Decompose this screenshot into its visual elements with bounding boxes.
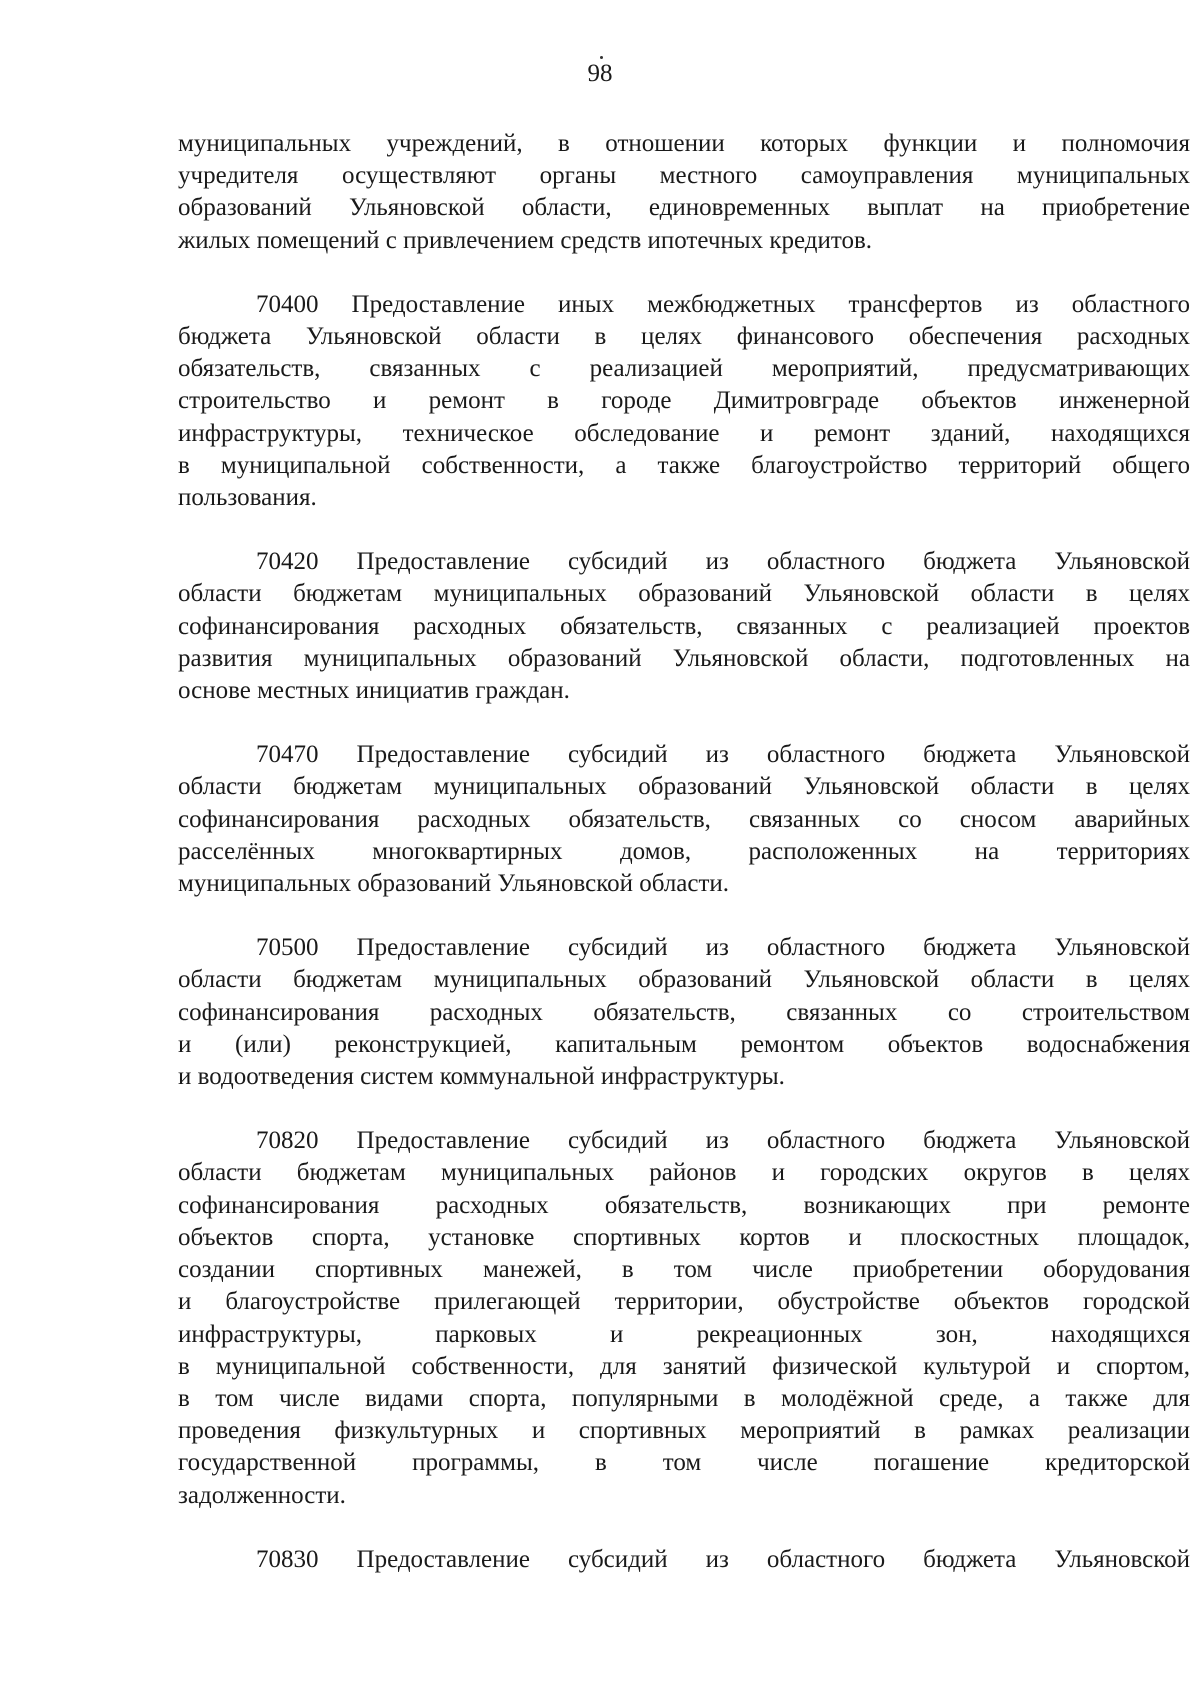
text-line: и водоотведения систем коммунальной инфраструктуры. bbox=[178, 1063, 785, 1091]
paragraph-gap bbox=[178, 900, 1190, 932]
text-line: обязательств, связанных с реализацией мероприятий, предусматривающих bbox=[178, 355, 1190, 383]
text-line: софинансирования расходных обязательств, связанных со строительством bbox=[178, 998, 1190, 1026]
page-number: 98 bbox=[587, 60, 613, 87]
text-line: образований Ульяновской области, единовременных выплат на приобретение bbox=[178, 194, 1190, 222]
text-line: в том числе видами спорта, популярными в молодёжной среде, а также для bbox=[178, 1384, 1190, 1412]
paragraph-gap bbox=[178, 514, 1190, 546]
text-line: 70830 Предоставление субсидий из областного бюджета Ульяновской bbox=[256, 1545, 1190, 1573]
text-line: учредителя осуществляют органы местного самоуправления муниципальных bbox=[178, 162, 1190, 190]
text-line: жилых помещений с привлечением средств ипотечных кредитов. bbox=[178, 226, 872, 254]
paragraph bbox=[178, 128, 1190, 257]
text-line: инфраструктуры, техническое обследование и ремонт зданий, находящихся bbox=[178, 419, 1190, 447]
text-line: области бюджетам муниципальных районов и городских округов в целях bbox=[178, 1159, 1190, 1187]
text-line: проведения физкультурных и спортивных мероприятий в рамках реализации bbox=[178, 1417, 1190, 1445]
text-line: в муниципальной собственности, а также благоустройство территорий общего bbox=[178, 451, 1190, 479]
paragraph-gap bbox=[178, 707, 1190, 739]
text-line: софинансирования расходных обязательств, связанных с реализацией проектов bbox=[178, 612, 1190, 640]
text-line: инфраструктуры, парковых и рекреационных зон, находящихся bbox=[178, 1320, 1190, 1348]
text-line: 70420 Предоставление субсидий из областного бюджета Ульяновской bbox=[256, 548, 1190, 576]
text-line: объектов спорта, установке спортивных кортов и плоскостных площадок, bbox=[178, 1223, 1190, 1251]
text-line: основе местных инициатив граждан. bbox=[178, 677, 570, 705]
paragraph bbox=[178, 546, 1190, 707]
text-line: пользования. bbox=[178, 484, 317, 512]
text-line: области бюджетам муниципальных образований Ульяновской области в целях bbox=[178, 966, 1190, 994]
text-line: задолженности. bbox=[178, 1481, 346, 1509]
text-line: создании спортивных манежей, в том числе приобретении оборудования bbox=[178, 1256, 1190, 1284]
text-line: и благоустройстве прилегающей территории, обустройстве объектов городской bbox=[178, 1288, 1190, 1316]
paragraph bbox=[178, 289, 1190, 514]
text-line: и (или) реконструкцией, капитальным ремонтом объектов водоснабжения bbox=[178, 1030, 1190, 1058]
text-line: 70820 Предоставление субсидий из областного бюджета Ульяновской bbox=[256, 1127, 1190, 1155]
text-line: 70400 Предоставление иных межбюджетных трансфертов из областного bbox=[256, 290, 1190, 318]
paragraph bbox=[178, 1125, 1190, 1511]
paragraph-gap bbox=[178, 257, 1190, 289]
text-line: софинансирования расходных обязательств, возникающих при ремонте bbox=[178, 1191, 1190, 1219]
document-body bbox=[178, 128, 1190, 1576]
text-line: области бюджетам муниципальных образований Ульяновской области в целях bbox=[178, 773, 1190, 801]
paragraph-gap bbox=[178, 1512, 1190, 1544]
text-line: области бюджетам муниципальных образований Ульяновской области в целях bbox=[178, 580, 1190, 608]
text-line: бюджета Ульяновской области в целях финансового обеспечения расходных bbox=[178, 323, 1190, 351]
text-line: софинансирования расходных обязательств, связанных со сносом аварийных bbox=[178, 805, 1190, 833]
text-line: муниципальных образований Ульяновской области. bbox=[178, 870, 730, 898]
text-line: 70500 Предоставление субсидий из областного бюджета Ульяновской bbox=[256, 934, 1190, 962]
text-line: развития муниципальных образований Ульяновской области, подготовленных на bbox=[178, 644, 1190, 672]
paragraph bbox=[178, 932, 1190, 1093]
text-line: в муниципальной собственности, для занятий физической культурой и спортом, bbox=[178, 1352, 1190, 1380]
text-line: муниципальных учреждений, в отношении которых функции и полномочия bbox=[178, 130, 1190, 157]
text-line: строительство и ремонт в городе Димитровграде объектов инженерной bbox=[178, 387, 1190, 415]
text-line: 70470 Предоставление субсидий из областного бюджета Ульяновской bbox=[256, 741, 1190, 769]
paragraph bbox=[178, 1544, 1190, 1576]
text-line: расселённых многоквартирных домов, расположенных на территориях bbox=[178, 837, 1190, 865]
scan-speck bbox=[600, 56, 603, 59]
paragraph bbox=[178, 739, 1190, 900]
paragraph-gap bbox=[178, 1093, 1190, 1125]
text-line: государственной программы, в том числе погашение кредиторской bbox=[178, 1449, 1190, 1477]
